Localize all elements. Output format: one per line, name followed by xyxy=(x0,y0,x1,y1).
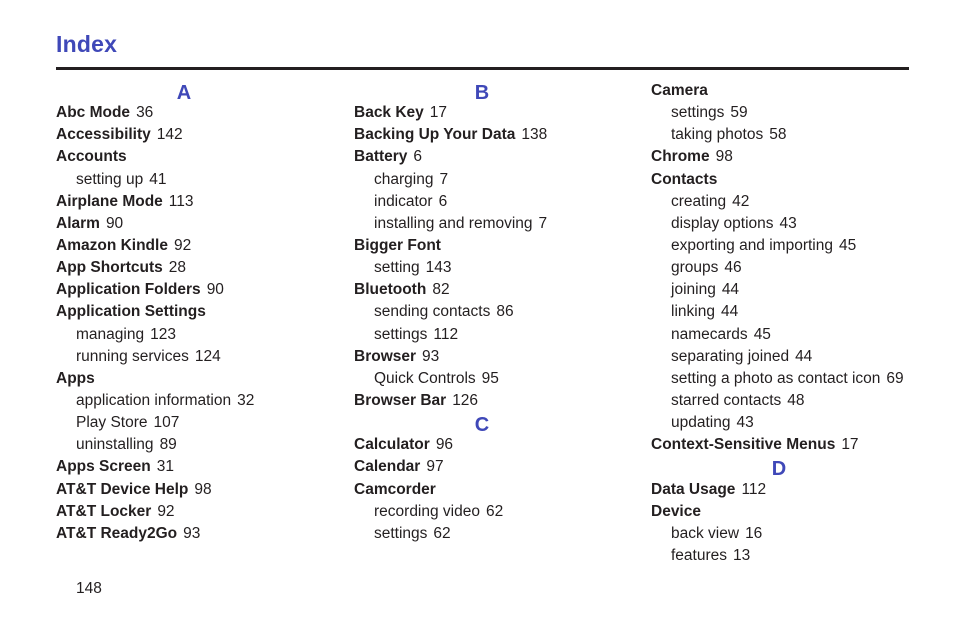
index-term: Camcorder xyxy=(354,480,436,498)
index-term: Calculator xyxy=(354,436,430,454)
index-term: AT&T Ready2Go xyxy=(56,524,178,542)
index-entry xyxy=(354,346,644,368)
index-entry xyxy=(56,235,346,257)
index-subentry xyxy=(651,346,941,368)
index-subterm: groups xyxy=(671,259,719,277)
page-reference[interactable]: 82 xyxy=(432,281,450,299)
index-subentry xyxy=(651,235,941,257)
index-entry xyxy=(56,301,346,323)
index-subterm: setting up xyxy=(76,170,144,188)
index-term: App Shortcuts xyxy=(56,259,163,277)
page-reference[interactable]: 6 xyxy=(413,148,423,166)
index-subterm: setting a photo as contact icon xyxy=(671,369,881,387)
index-term: Abc Mode xyxy=(56,104,131,122)
page-reference[interactable]: 98 xyxy=(194,480,212,498)
page-reference[interactable]: 13 xyxy=(733,546,751,564)
page-reference[interactable]: 6 xyxy=(438,192,448,210)
page-reference[interactable]: 89 xyxy=(159,436,177,454)
index-entry xyxy=(651,169,941,191)
index-subentry xyxy=(651,390,941,412)
index-subterm: starred contacts xyxy=(671,391,782,409)
page-reference[interactable]: 32 xyxy=(237,391,255,409)
index-subterm: Quick Controls xyxy=(374,369,476,387)
index-subterm: recording video xyxy=(374,502,480,520)
index-entry xyxy=(354,390,644,412)
index-subentry xyxy=(651,301,941,323)
index-entry xyxy=(56,368,346,390)
page-reference[interactable]: 45 xyxy=(839,236,857,254)
index-entry xyxy=(651,146,941,168)
index-subentry xyxy=(354,169,644,191)
section-letter: D xyxy=(771,458,787,481)
index-subentry xyxy=(651,191,941,213)
index-subterm: taking photos xyxy=(671,126,764,144)
index-entry xyxy=(354,456,644,478)
page-reference[interactable]: 45 xyxy=(753,325,771,343)
page-reference[interactable]: 43 xyxy=(779,214,797,232)
page-reference[interactable]: 90 xyxy=(105,214,124,232)
page-reference[interactable]: 92 xyxy=(157,502,175,520)
index-term: Accounts xyxy=(56,148,127,166)
page-reference[interactable]: 69 xyxy=(886,369,904,387)
index-term: Camera xyxy=(651,82,708,99)
index-subterm: running services xyxy=(76,347,189,365)
page-title: Index xyxy=(56,31,118,57)
index-subentry xyxy=(651,124,941,146)
page-reference[interactable]: 143 xyxy=(425,259,452,277)
index-subentry xyxy=(651,324,941,346)
index-entry xyxy=(56,213,346,235)
index-subentry xyxy=(56,324,346,346)
index-term: Amazon Kindle xyxy=(56,236,168,254)
page-reference[interactable]: 96 xyxy=(435,436,454,454)
index-subentry xyxy=(56,346,346,368)
page-reference[interactable]: 28 xyxy=(168,259,187,277)
section-letter: B xyxy=(474,82,490,104)
index-term: Airplane Mode xyxy=(56,192,163,210)
page-reference[interactable]: 86 xyxy=(496,303,514,321)
index-subentry xyxy=(651,279,941,301)
page-reference[interactable]: 17 xyxy=(841,436,859,454)
index-entry xyxy=(354,235,644,257)
page-reference[interactable]: 126 xyxy=(452,391,479,409)
index-term: Bigger Font xyxy=(354,236,441,254)
index-subterm: settings xyxy=(671,104,725,122)
page-reference[interactable]: 41 xyxy=(149,170,167,188)
section-letter: C xyxy=(474,414,490,437)
index-entry xyxy=(354,479,644,501)
index-subterm: setting xyxy=(374,259,420,277)
index-subentry xyxy=(354,501,644,523)
index-subterm: features xyxy=(671,546,728,564)
index-term: Apps Screen xyxy=(56,458,151,476)
page-reference[interactable]: 62 xyxy=(433,524,451,542)
index-subentry xyxy=(354,368,644,390)
index-subterm: display options xyxy=(671,214,774,232)
index-term: AT&T Device Help xyxy=(56,480,189,498)
index-subterm: separating joined xyxy=(671,347,790,365)
index-term: AT&T Locker xyxy=(56,502,152,520)
index-entry xyxy=(354,102,644,124)
index-subterm: updating xyxy=(671,414,731,432)
page-reference[interactable]: 44 xyxy=(720,303,739,321)
index-subterm: settings xyxy=(374,524,428,542)
index-entry xyxy=(56,191,346,213)
index-subentry xyxy=(354,301,644,323)
page-reference[interactable]: 7 xyxy=(538,214,548,232)
index-subentry xyxy=(354,191,644,213)
index-subentry xyxy=(651,257,941,279)
page-reference[interactable]: 113 xyxy=(168,192,194,210)
index-subentry xyxy=(354,213,644,235)
index-subterm: uninstalling xyxy=(76,436,154,454)
index-subterm: Play Store xyxy=(76,414,148,432)
index-entry xyxy=(354,124,644,146)
page-reference[interactable]: 59 xyxy=(730,104,748,122)
index-entry xyxy=(56,479,346,501)
page-reference[interactable]: 46 xyxy=(724,259,742,277)
index-column-3 xyxy=(651,80,941,567)
page-reference[interactable]: 17 xyxy=(429,104,448,122)
index-subentry xyxy=(56,390,346,412)
index-entry xyxy=(56,146,346,168)
page-reference[interactable]: 112 xyxy=(741,480,767,498)
index-subentry xyxy=(56,169,346,191)
index-subentry xyxy=(651,412,941,434)
index-term: Apps xyxy=(56,369,95,387)
index-entry xyxy=(651,434,941,456)
index-subterm: linking xyxy=(671,303,715,321)
index-entry xyxy=(651,501,941,523)
index-subterm: managing xyxy=(76,325,145,343)
page-reference[interactable]: 93 xyxy=(183,524,201,542)
index-subentry xyxy=(354,523,644,545)
index-entry xyxy=(651,80,941,102)
index-term: Bluetooth xyxy=(354,281,427,299)
page-reference[interactable]: 36 xyxy=(136,104,154,122)
index-subterm: sending contacts xyxy=(374,303,491,321)
index-subentry xyxy=(651,545,941,567)
index-subentry xyxy=(56,412,346,434)
index-subentry xyxy=(651,368,941,390)
index-entry xyxy=(56,456,346,478)
index-entry xyxy=(56,501,346,523)
page-reference[interactable]: 7 xyxy=(439,170,449,188)
page-reference[interactable]: 95 xyxy=(481,369,499,387)
index-subterm: creating xyxy=(671,192,727,210)
page-reference[interactable]: 93 xyxy=(422,347,440,365)
page-reference[interactable]: 97 xyxy=(426,458,444,476)
page-reference[interactable]: 107 xyxy=(153,414,180,432)
index-subentry xyxy=(354,257,644,279)
index-term: Browser xyxy=(354,347,417,365)
page-reference[interactable]: 31 xyxy=(156,458,175,476)
index-subterm: back view xyxy=(671,524,740,542)
page-reference[interactable]: 16 xyxy=(745,524,763,542)
page-reference[interactable]: 92 xyxy=(173,236,192,254)
page-reference[interactable]: 123 xyxy=(150,325,176,343)
index-term: Contacts xyxy=(651,170,718,188)
index-subentry xyxy=(56,434,346,456)
index-entry xyxy=(651,479,941,501)
index-term: Back Key xyxy=(354,104,424,122)
index-subentry xyxy=(651,523,941,545)
index-term: Browser Bar xyxy=(354,391,447,409)
page-reference[interactable]: 58 xyxy=(769,126,787,144)
index-term: Backing Up Your Data xyxy=(354,126,516,144)
index-entry xyxy=(56,279,346,301)
page-reference[interactable]: 90 xyxy=(206,281,224,299)
index-entry xyxy=(354,146,644,168)
index-entry xyxy=(56,257,346,279)
index-term: Device xyxy=(651,502,701,520)
index-subterm: namecards xyxy=(671,325,748,343)
page-reference[interactable]: 112 xyxy=(433,325,459,343)
title-rule xyxy=(56,67,909,70)
index-subterm: joining xyxy=(671,281,716,299)
page-reference[interactable]: 142 xyxy=(156,126,183,144)
index-term: Accessibility xyxy=(56,126,151,144)
index-term: Alarm xyxy=(56,214,100,232)
index-entry xyxy=(56,523,346,545)
page-reference[interactable]: 44 xyxy=(795,347,813,365)
page-reference[interactable]: 44 xyxy=(721,281,740,299)
page-reference[interactable]: 62 xyxy=(485,502,504,520)
index-entry xyxy=(354,434,644,456)
index-subentry xyxy=(651,102,941,124)
index-term: Data Usage xyxy=(651,480,736,498)
index-term: Application Settings xyxy=(56,303,206,321)
page-reference[interactable]: 42 xyxy=(732,192,750,210)
page-reference[interactable]: 43 xyxy=(736,414,754,432)
index-column-2 xyxy=(354,80,644,545)
index-subentry xyxy=(354,324,644,346)
index-term: Chrome xyxy=(651,148,710,166)
index-subterm: indicator xyxy=(374,192,433,210)
index-subterm: settings xyxy=(374,325,428,343)
index-subterm: installing and removing xyxy=(374,214,533,232)
page-reference[interactable]: 98 xyxy=(715,148,733,166)
page-reference[interactable]: 138 xyxy=(521,126,548,144)
index-subterm: exporting and importing xyxy=(671,236,833,254)
index-term: Application Folders xyxy=(56,281,201,299)
index-entry xyxy=(56,124,346,146)
index-term: Calendar xyxy=(354,458,421,476)
index-entry xyxy=(56,102,346,124)
page-reference[interactable]: 48 xyxy=(787,391,805,409)
index-entry xyxy=(354,279,644,301)
index-subterm: charging xyxy=(374,170,434,188)
index-subterm: application information xyxy=(76,391,232,409)
section-letter: A xyxy=(176,82,192,104)
page-reference[interactable]: 124 xyxy=(194,347,221,365)
index-term: Context-Sensitive Menus xyxy=(651,436,836,454)
index-term: Battery xyxy=(354,148,408,166)
index-subentry xyxy=(651,213,941,235)
page-number: 148 xyxy=(76,580,102,597)
index-column-1 xyxy=(56,80,346,545)
